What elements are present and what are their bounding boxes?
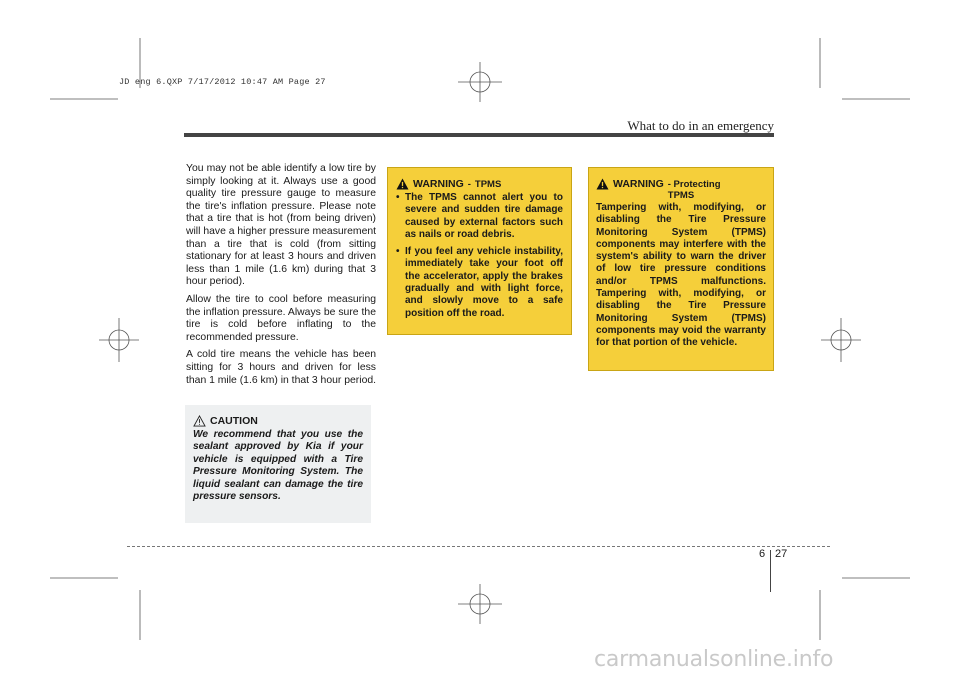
registration-mark-left bbox=[99, 318, 139, 362]
body-text bbox=[186, 163, 376, 392]
warning-triangle-icon bbox=[396, 178, 409, 190]
bullet: • bbox=[396, 246, 400, 258]
caution-text: We recommend that you use the sealant approved by Kia if your vehicle is equipped with a Tire Pressure Monitoring System. The liquid sealant can damage the tire pressure sensors. bbox=[193, 429, 363, 503]
caution-title: CAUTION bbox=[210, 415, 258, 427]
warning-subtitle-line2: TPMS bbox=[667, 190, 695, 201]
list-item bbox=[396, 246, 563, 320]
warning-box-tpms bbox=[387, 167, 572, 335]
warning-subtitle: - Protecting bbox=[667, 178, 721, 190]
footer-rule bbox=[127, 546, 830, 547]
registration-mark-top bbox=[458, 62, 502, 102]
warning-title: WARNING bbox=[413, 178, 464, 190]
body-paragraph: A cold tire means the vehicle has been sitting for 3 hours and driven for less than 1 mile (1.6 km) in that 3 hour period. bbox=[186, 349, 377, 386]
caution-triangle-icon bbox=[193, 415, 206, 427]
print-slug: JD eng 6.QXP 7/17/2012 10:47 AM Page 27 bbox=[119, 77, 326, 87]
warning-triangle-icon bbox=[596, 178, 609, 190]
chapter-number: 6 bbox=[759, 548, 766, 560]
bullet: • bbox=[396, 192, 400, 203]
list-item-text: The TPMS cannot alert you to severe and sudden tire damage caused by external factors such as nails or road debris. bbox=[405, 192, 563, 240]
body-paragraph: Allow the tire to cool before measuring the inflation pressure. Always be sure the tire is cold before inflating to the recommended pressure. bbox=[186, 293, 376, 343]
header-rule bbox=[184, 133, 774, 137]
page-number: 27 bbox=[775, 548, 788, 560]
watermark: carmanualsonline.info bbox=[594, 647, 834, 672]
warning-dash: - bbox=[467, 178, 471, 190]
body-paragraph: You may not be able identify a low tire by simply looking at it. Always use a good quality tire pressure gauge to measure the tire's inflation pressure. Please note that a tire that is hot (from being driven) will have a higher pressure measurement than a tire that is cold (from sitting stationary for at least 3 hours and driven less than 1 mile (1.6 km) during that 3 hour period). bbox=[186, 163, 377, 288]
list-item-text: If you feel any vehicle instability, immediately take your foot off the accelerator, apply the brakes gradually and with light force, and slowly move to a safe position off the road. bbox=[405, 246, 563, 319]
caution-box bbox=[185, 405, 371, 523]
caution-heading bbox=[193, 415, 363, 427]
warning-text: Tampering with, modifying, or disabling the Tire Pressure Monitoring System (TPMS) components may interfere with the system's ability to warn the driver of low tire pressure conditions and/or TPMS malfunctions. Tampering with, modifying, or disabling the Tire Pressure Monitoring System (TPMS) components may void the warranty for that portion of the vehicle. bbox=[596, 202, 766, 349]
warning-heading bbox=[596, 178, 766, 190]
warning-box-protecting-tpms bbox=[588, 167, 774, 371]
registration-mark-right bbox=[821, 318, 861, 362]
section-title: What to do in an emergency bbox=[627, 118, 774, 133]
warning-subtitle: TPMS bbox=[474, 178, 502, 190]
warning-heading bbox=[396, 178, 563, 190]
registration-mark-bottom bbox=[458, 584, 502, 624]
page-number-divider bbox=[770, 550, 771, 592]
warning-list bbox=[396, 192, 563, 320]
warning-title: WARNING bbox=[613, 178, 664, 190]
list-item bbox=[396, 192, 563, 241]
